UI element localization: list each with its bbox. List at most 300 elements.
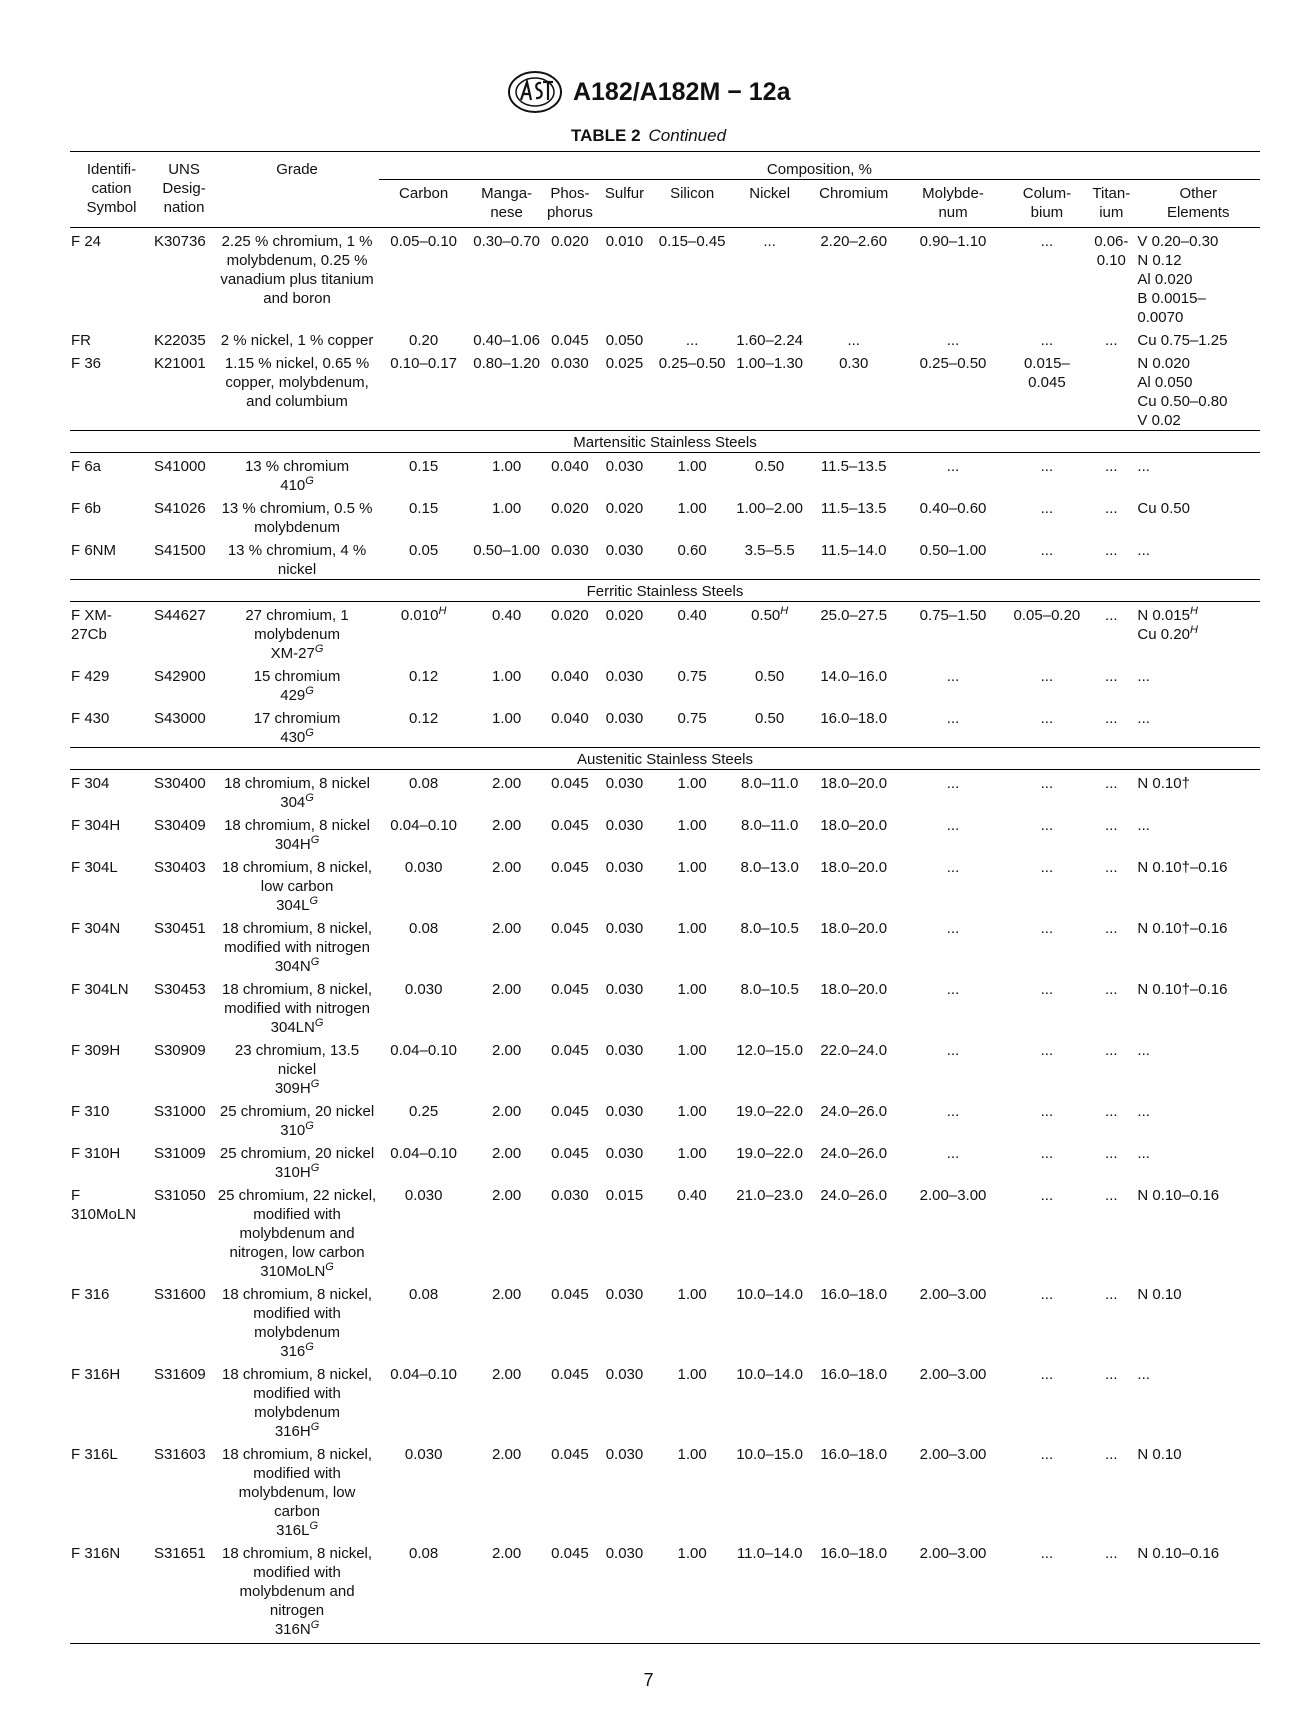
- table-cell: 0.12: [409, 710, 439, 727]
- table-cell: 25 chromium, 20 nickel $310^G$: [219, 1103, 375, 1139]
- table-cell: 0.04–0.10: [390, 1366, 458, 1383]
- table-row: [70, 327, 1260, 350]
- table-cell: S30409: [153, 817, 206, 834]
- table-cell: ...: [946, 1145, 960, 1162]
- table-cell: FR: [71, 332, 91, 349]
- table-cell: ...: [1105, 607, 1118, 624]
- col-header-composition: Composition, %: [379, 152, 1260, 180]
- table-cell: N 0.10†–0.16: [1137, 981, 1228, 998]
- table-cell: 0.04–0.10: [390, 1042, 458, 1059]
- table-cell: ...: [685, 332, 699, 349]
- table-cell: 3.5–5.5: [744, 542, 795, 559]
- footnote-ref: G: [314, 643, 324, 655]
- table-cell: 0.06-0.10: [1094, 233, 1129, 269]
- table-cell: ...: [946, 859, 960, 876]
- table-cell: N 0.10: [1137, 1286, 1182, 1303]
- table-cell: ...: [946, 981, 960, 998]
- table-cell: 18 chromium, 8 nickel $304H^G$: [224, 817, 370, 853]
- table-cell: F 316: [71, 1286, 110, 1303]
- table-cell: S41500: [153, 542, 206, 559]
- table-cell: 0.50: [755, 668, 785, 685]
- table-cell: ...: [1040, 920, 1054, 937]
- table-cell: 0.045: [551, 1145, 589, 1162]
- table-cell: 19.0–22.0: [736, 1145, 804, 1162]
- table-cell: 13 % chromium $410^G$: [244, 458, 350, 494]
- table-cell: S31050: [153, 1187, 206, 1204]
- table-cell: 0.25: [409, 1103, 439, 1120]
- table-cell: ...: [946, 775, 960, 792]
- table-cell: 1.00: [677, 1103, 707, 1120]
- table-cell: F 6a: [71, 458, 102, 475]
- table-cell: 1.60–2.24: [736, 332, 804, 349]
- table-row: [70, 915, 1260, 976]
- table-cell: 1.00: [492, 668, 522, 685]
- table-cell: F 304L: [71, 859, 118, 876]
- table-cell: F 310: [71, 1103, 110, 1120]
- col-header-id: Identifi- cation Symbol: [70, 152, 153, 228]
- table-cell: 0.04–0.10: [390, 817, 458, 834]
- table-row: [70, 976, 1260, 1037]
- table-cell: 0.045: [551, 1042, 589, 1059]
- table-cell: 0.50: [755, 710, 785, 727]
- table-cell: 22.0–24.0: [820, 1042, 888, 1059]
- table-cell: 8.0–11.0: [741, 775, 799, 792]
- col-header-chromium: Chromium: [819, 185, 889, 202]
- table-cell: F 36: [71, 355, 102, 372]
- table-cell: 1.15 % nickel, 0.65 % copper, molybdenum, and columbium: [224, 355, 370, 410]
- table-cell: 2 % nickel, 1 % copper: [220, 332, 374, 349]
- table-cell: ...: [1105, 1187, 1118, 1204]
- table-cell: 0.05: [409, 542, 439, 559]
- table-cell: ...: [1105, 1366, 1118, 1383]
- table-cell: 18.0–20.0: [820, 859, 888, 876]
- table-cell: ...: [1105, 1145, 1118, 1162]
- table-cell: 0.020: [551, 500, 589, 517]
- table-cell: 0.045: [551, 859, 589, 876]
- table-cell: ...: [1040, 500, 1054, 517]
- table-cell: S31000: [153, 1103, 206, 1120]
- table-cell: K21001: [153, 355, 206, 372]
- table-cell: F 304: [71, 775, 110, 792]
- table-cell: F 6b: [71, 500, 102, 517]
- table-cell: 0.75: [677, 668, 707, 685]
- table-cell: 0.75: [677, 710, 707, 727]
- page-header: [0, 70, 1297, 114]
- table-cell: 15 chromium $429^G$: [253, 668, 341, 704]
- table-cell: 2.00: [492, 1366, 522, 1383]
- section-row: [70, 748, 1260, 770]
- table-cell: ...: [1105, 817, 1118, 834]
- table-continued: Continued: [648, 126, 727, 145]
- document-title: A182/A182M − 12a: [572, 77, 791, 106]
- section-label: Ferritic Stainless Steels: [70, 580, 1260, 602]
- section-row: [70, 580, 1260, 602]
- table-cell: ...: [1040, 775, 1054, 792]
- col-header-molybdenum: Molybde- num: [922, 185, 984, 221]
- table-cell: 11.5–13.5: [820, 500, 887, 517]
- table-cell: 0.05–0.10: [390, 233, 458, 250]
- table-cell: 1.00: [654, 1540, 730, 1644]
- table-cell: 0.20: [409, 332, 439, 349]
- astm-logo-icon: [507, 70, 563, 114]
- table-cell: S30909: [153, 1042, 206, 1059]
- table-cell: 0.40: [677, 1187, 707, 1204]
- table-cell: 21.0–23.0: [736, 1187, 804, 1204]
- table-cell: ...: [1137, 668, 1150, 685]
- table-cell: 0.08: [409, 775, 439, 792]
- table-cell: V 0.20–0.30 N 0.12 Al 0.020 B 0.0015– 0.0070: [1137, 233, 1219, 326]
- table-cell: 8.0–10.5: [740, 981, 799, 998]
- table-cell: S31603: [153, 1446, 206, 1463]
- table-cell: 18.0–20.0: [820, 981, 888, 998]
- table-cell: 2.00: [492, 859, 522, 876]
- table-cell: 25 chromium, 22 nickel, modified with molybdenum and nitrogen, low carbon 310MoLN$^G$: [217, 1187, 377, 1280]
- table-cell: 1.00: [492, 458, 522, 475]
- table-cell: 0.030: [551, 1187, 589, 1204]
- table-row: [70, 602, 1260, 664]
- table-cell: 0.030: [605, 817, 644, 834]
- table-cell: K22035: [153, 332, 206, 349]
- footnote-ref: G: [325, 1261, 334, 1273]
- table-cell: ...: [946, 1103, 960, 1120]
- table-cell: 0.045: [551, 1286, 589, 1303]
- col-header-other: Other Elements: [1166, 185, 1230, 221]
- table-cell: 0.045: [551, 817, 589, 834]
- table-label: TABLE 2: [570, 126, 641, 145]
- table-cell: 0.030: [605, 775, 644, 792]
- table-row: [70, 1098, 1260, 1140]
- table-cell: ...: [946, 710, 960, 727]
- table-cell: ...: [1105, 859, 1118, 876]
- table-row: [70, 1140, 1260, 1182]
- table-cell: S31651: [153, 1540, 215, 1644]
- footnote-ref: G: [310, 956, 320, 968]
- footnote-ref: H: [780, 605, 789, 617]
- table-cell: 0.25–0.50: [919, 355, 987, 372]
- table-cell: F 429: [71, 668, 110, 685]
- table-cell: N 0.020 Al 0.050 Cu 0.50–0.80 V 0.02: [1137, 355, 1228, 429]
- table-cell: 13 % chromium, 4 % nickel: [227, 542, 367, 578]
- table-cell: 2.00: [492, 1187, 522, 1204]
- table-cell: Cu 0.50: [1137, 500, 1190, 517]
- table-cell: 0.030: [605, 981, 644, 998]
- col-header-silicon: Silicon: [670, 185, 715, 202]
- footnote-ref: G: [310, 834, 320, 846]
- table-cell: 0.030: [605, 1103, 644, 1120]
- table-cell: 1.00: [677, 920, 707, 937]
- footnote-ref: H: [1189, 605, 1198, 617]
- table-cell: ...: [1105, 920, 1118, 937]
- table-cell: 0.030: [595, 1540, 654, 1644]
- table-caption: [0, 126, 1297, 146]
- table-cell: ...: [1040, 981, 1054, 998]
- table-cell: ...: [1008, 1540, 1087, 1644]
- table-cell: 0.030: [605, 542, 644, 559]
- table-cell: ...: [1105, 500, 1118, 517]
- table-cell: $0.50^H$: [751, 605, 789, 624]
- table-cell: 1.00: [677, 1446, 707, 1463]
- table-cell: 10.0–14.0: [736, 1366, 804, 1383]
- table-cell: 1.00: [677, 775, 707, 792]
- table-cell: 0.045: [551, 1366, 589, 1383]
- table-cell: F 304N: [71, 920, 121, 937]
- table-cell: [1086, 350, 1136, 431]
- table-cell: S41000: [153, 458, 206, 475]
- table-cell: 0.50–1.00: [473, 542, 540, 559]
- table-cell: ...: [1137, 458, 1150, 475]
- table-cell: 2.00: [492, 1103, 522, 1120]
- table-cell: 0.40–0.60: [919, 500, 987, 517]
- table-cell: N 0.10–0.16: [1136, 1540, 1260, 1644]
- table-cell: ...: [1040, 1187, 1054, 1204]
- page-number: 7: [643, 1670, 654, 1690]
- footnote-ref: G: [310, 1421, 320, 1433]
- table-cell: 0.030: [404, 1187, 443, 1204]
- table-cell: 2.00: [492, 920, 522, 937]
- table-cell: 23 chromium, 13.5 nickel $309H^G$: [234, 1042, 360, 1097]
- table-cell: ...: [1105, 775, 1118, 792]
- table-cell: 0.030: [404, 859, 443, 876]
- table-cell: N 0.10†–0.16: [1137, 920, 1228, 937]
- table-cell: ...: [1137, 1366, 1150, 1383]
- table-cell: 0.030: [605, 859, 644, 876]
- table-cell: 10.0–15.0: [736, 1446, 804, 1463]
- col-header-columbium: Colum- bium: [1022, 185, 1072, 221]
- table-cell: 0.045: [551, 981, 589, 998]
- table-cell: 0.020: [605, 500, 644, 517]
- table-cell: ...: [946, 668, 960, 685]
- table-row: [70, 1441, 1260, 1540]
- table-cell: 2.00–3.00: [919, 1366, 987, 1383]
- footnote-ref: G: [305, 685, 314, 697]
- col-header-nickel: Nickel: [749, 185, 791, 202]
- table-cell: 0.40–1.06: [473, 332, 540, 349]
- section-row: [70, 431, 1260, 453]
- table-cell: 2.00: [492, 1145, 522, 1162]
- table-cell: 1.00: [492, 710, 522, 727]
- col-header-sulfur: Sulfur: [604, 185, 645, 202]
- table-cell: 1.00: [677, 1286, 707, 1303]
- table-cell: 16.0–18.0: [820, 1286, 888, 1303]
- table-cell: 1.00: [677, 1042, 707, 1059]
- table-cell: ...: [1040, 1103, 1054, 1120]
- footnote-ref: G: [310, 1078, 320, 1090]
- table-cell: 18.0–20.0: [820, 817, 888, 834]
- table-cell: S30403: [153, 859, 206, 876]
- table-row: [70, 1540, 1260, 1644]
- table-cell: 0.030: [605, 1145, 644, 1162]
- table-cell: F 304LN: [71, 981, 129, 998]
- footnote-ref: G: [305, 1341, 314, 1353]
- table-cell: 8.0–13.0: [740, 859, 799, 876]
- table-cell: 1.00–2.00: [736, 500, 804, 517]
- table-cell: 2.00: [492, 1446, 522, 1463]
- table-cell: ...: [1040, 542, 1054, 559]
- table-cell: 27 chromium, 1 molybdenum $XM-27^G$: [245, 607, 349, 662]
- table-cell: S31609: [153, 1366, 206, 1383]
- table-cell: 14.0–16.0: [820, 668, 888, 685]
- composition-table: [70, 151, 1260, 1644]
- table-cell: 0.030: [605, 1446, 644, 1463]
- table-row: [70, 1182, 1260, 1281]
- table-cell: 0.80–1.20: [473, 355, 540, 372]
- table-cell: 0.08: [409, 1286, 439, 1303]
- table-cell: 0.50–1.00: [919, 542, 987, 559]
- table-cell: 0.020: [551, 233, 589, 250]
- table-cell: 1.00: [677, 1145, 707, 1162]
- table-cell: 17 chromium $430^G$: [253, 710, 341, 746]
- table-cell: 0.015–0.045: [1023, 355, 1070, 391]
- table-row: [70, 812, 1260, 854]
- table-cell: 0.025: [605, 355, 644, 372]
- col-header-grade: Grade: [215, 152, 379, 228]
- table-cell: ...: [946, 458, 960, 475]
- table-cell: 11.0–14.0: [730, 1540, 809, 1644]
- table-cell: ...: [1040, 710, 1054, 727]
- table-cell: 0.045: [551, 1446, 589, 1463]
- table-cell: 18 chromium, 8 nickel, modified with molybdenum, low carbon $316L^G$: [222, 1446, 373, 1539]
- table-cell: N 0.10: [1137, 1446, 1182, 1463]
- footnote-ref: G: [309, 895, 318, 907]
- table-cell: 0.60: [677, 542, 707, 559]
- table-cell: ...: [946, 332, 960, 349]
- footnote-ref: H: [438, 605, 447, 617]
- table-cell: 2.00: [492, 1286, 522, 1303]
- table-row: [70, 705, 1260, 748]
- table-cell: 0.040: [551, 668, 589, 685]
- table-cell: 1.00: [677, 981, 707, 998]
- table-cell: 0.015: [605, 1187, 644, 1204]
- table-cell: 0.045: [551, 1103, 589, 1120]
- table-cell: ...: [1137, 817, 1150, 834]
- col-header-titanium: Titan- ium: [1092, 185, 1131, 221]
- col-header-uns: UNS Desig- nation: [153, 152, 215, 228]
- table-cell: ...: [1040, 1042, 1054, 1059]
- table-row: [70, 1037, 1260, 1098]
- table-cell: 2.25 % chromium, 1 % molybdenum, 0.25 % vanadium plus titanium and boron: [220, 233, 374, 307]
- table-cell: ...: [1105, 542, 1118, 559]
- table-cell: 11.5–13.5: [820, 458, 887, 475]
- table-cell: S31009: [153, 1145, 206, 1162]
- table-cell: 0.90–1.10: [919, 233, 987, 250]
- table-cell: 0.08: [409, 920, 439, 937]
- table-cell: ...: [1040, 1446, 1054, 1463]
- table-cell: ...: [1040, 817, 1054, 834]
- table-cell: S42900: [153, 668, 206, 685]
- table-cell: 0.05–0.20: [1013, 607, 1081, 624]
- table-cell: 0.30: [839, 355, 869, 372]
- table-cell: F 304H: [71, 817, 121, 834]
- table-cell: S30451: [153, 920, 206, 937]
- table-cell: F 24: [71, 233, 102, 250]
- table-cell: 18 chromium, 8 nickel, modified with nitrogen $304LN^G$: [222, 981, 373, 1036]
- table-cell: ...: [1105, 710, 1118, 727]
- table-cell: 18.0–20.0: [820, 775, 888, 792]
- section-label: Martensitic Stainless Steels: [70, 431, 1260, 453]
- table-cell: 18 chromium, 8 nickel, modified with molybdenum $316H^G$: [222, 1366, 373, 1440]
- table-cell: 1.00: [677, 1366, 707, 1383]
- table-cell: 0.030: [605, 1042, 644, 1059]
- table-cell: 0.030: [551, 542, 589, 559]
- table-cell: 0.04–0.10: [390, 1145, 458, 1162]
- table-cell: 24.0–26.0: [820, 1145, 888, 1162]
- table-cell: 25 chromium, 20 nickel $310H^G$: [219, 1145, 375, 1181]
- table-cell: ...: [1040, 332, 1054, 349]
- table-cell: 1.00: [677, 500, 707, 517]
- table-cell: 24.0–26.0: [820, 1103, 888, 1120]
- table-cell: 1.00: [677, 859, 707, 876]
- table-cell: 0.030: [551, 355, 589, 372]
- table-cell: ...: [946, 920, 960, 937]
- table-cell: ...: [1137, 1145, 1150, 1162]
- table-cell: ...: [1105, 458, 1118, 475]
- table-cell: 0.030: [605, 710, 644, 727]
- table-cell: 0.045: [551, 332, 589, 349]
- table-cell: ...: [1105, 1042, 1118, 1059]
- table-cell: ...: [1105, 1286, 1118, 1303]
- footnote-ref: G: [305, 792, 314, 804]
- table-cell: Cu 0.75–1.25: [1137, 332, 1228, 349]
- footnote-ref: G: [305, 1120, 314, 1132]
- table-cell: 1.00: [492, 500, 522, 517]
- table-cell: N $0.015^H$ Cu $0.20^H$: [1137, 605, 1198, 643]
- table-cell: N 0.10–0.16: [1137, 1187, 1220, 1204]
- footnote-ref: G: [305, 475, 314, 487]
- table-cell: 2.00–3.00: [919, 1286, 987, 1303]
- table-cell: F 316L: [71, 1446, 118, 1463]
- table-cell: F 430: [71, 710, 110, 727]
- table-cell: 16.0–18.0: [820, 1446, 888, 1463]
- table-cell: ...: [1040, 1286, 1054, 1303]
- table-cell: ...: [1086, 1540, 1136, 1644]
- table-cell: 2.00: [468, 1540, 544, 1644]
- table-cell: F 316N: [70, 1540, 153, 1644]
- table-cell: 18 chromium, 8 nickel $304^G$: [224, 775, 370, 811]
- table-cell: 10.0–14.0: [736, 1286, 804, 1303]
- table-cell: 0.40: [677, 607, 707, 624]
- col-header-manganese: Manga- nese: [481, 185, 533, 221]
- table-cell: S30400: [153, 775, 206, 792]
- table-cell: 16.0–18.0: [820, 1366, 888, 1383]
- table-cell: ...: [847, 332, 860, 349]
- table-cell: 0.040: [551, 710, 589, 727]
- table-cell: 0.030: [404, 981, 443, 998]
- table-cell: ...: [1105, 1103, 1118, 1120]
- table-cell: 1.00: [677, 458, 707, 475]
- table-cell: ...: [1040, 668, 1054, 685]
- table-cell: 1.00: [677, 817, 707, 834]
- table-cell: F 310MoLN: [71, 1187, 137, 1223]
- table-row: [70, 770, 1260, 813]
- table-cell: ...: [1137, 710, 1150, 727]
- table-cell: ...: [1137, 542, 1150, 559]
- table-cell: 0.030: [605, 1286, 644, 1303]
- table-cell: 8.0–11.0: [741, 817, 799, 834]
- table-cell: F 310H: [71, 1145, 121, 1162]
- table-cell: 2.00: [492, 775, 522, 792]
- table-cell: ...: [1040, 859, 1054, 876]
- col-header-phosphorus: Phos- phorus: [546, 185, 593, 221]
- table-cell: 18 chromium, 8 nickel, modified with molybdenum and nitrogen $316N^G$: [215, 1540, 379, 1644]
- table-row: [70, 854, 1260, 915]
- table-cell: 0.050: [605, 332, 644, 349]
- table-cell: 8.0–10.5: [740, 920, 799, 937]
- table-cell: 11.5–14.0: [820, 542, 887, 559]
- table-cell: 0.40: [492, 607, 522, 624]
- table-cell: 0.045: [545, 1540, 595, 1644]
- table-cell: 24.0–26.0: [820, 1187, 888, 1204]
- table-cell: ...: [1137, 1042, 1150, 1059]
